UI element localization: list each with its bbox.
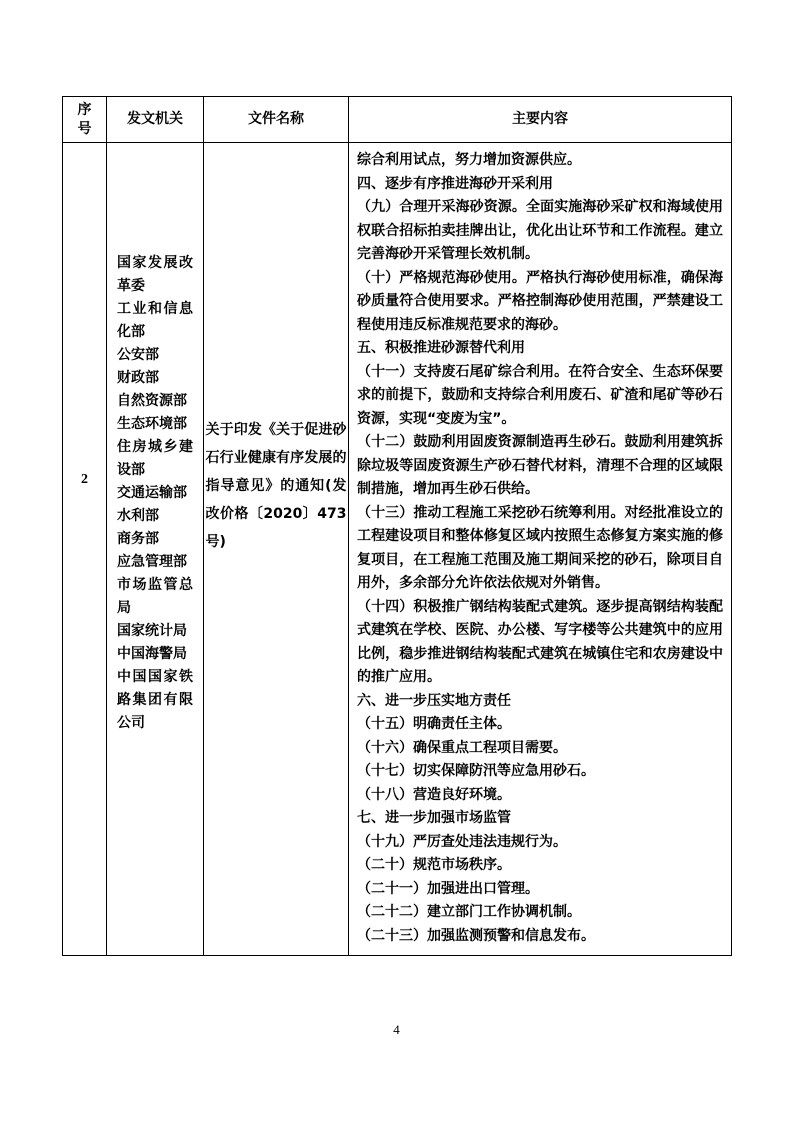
content-paragraph: （十九）严厉查处违法违规行为。 xyxy=(357,833,567,850)
table-header-row xyxy=(63,97,731,143)
seq-cell xyxy=(63,143,106,955)
agency-name: 住房城乡建设部 xyxy=(117,438,193,478)
agency-name: 财政部 xyxy=(117,369,159,386)
agency-name: 国家发展改革委 xyxy=(117,254,193,294)
content-paragraph: （十四）积极推广钢结构装配式建筑。逐步提高钢结构装配式建筑在学校、医院、办公楼、写字楼等公共建筑中的应用比例，稳步推进钢结构装配式建筑在城镇住宅和农房建设中的推广应用。 xyxy=(357,598,723,685)
agency-name: 水利部 xyxy=(117,507,159,524)
doc-name-text: 关于印发《关于促进砂石行业健康有序发展的指导意见》的通知(发改价格〔2020〕473号) xyxy=(205,422,347,550)
content-cell xyxy=(348,143,731,955)
header-cell-agency xyxy=(106,97,203,142)
header-cell-doc-name xyxy=(203,97,348,142)
content-paragraph: （十二）鼓励利用固废资源制造再生砂石。鼓励利用建筑拆除垃圾等固废资源生产砂石替代材料，清理不合理的区域限制措施，增加再生砂石供给。 xyxy=(357,434,723,497)
page-number: 4 xyxy=(393,1022,400,1037)
header-cell-content xyxy=(348,97,731,142)
agency-name: 工业和信息化部 xyxy=(117,300,193,340)
agency-name: 生态环境部 xyxy=(117,415,187,432)
content-paragraph: （十三）推动工程施工采挖砂石统筹利用。对经批准设立的工程建设项目和整体修复区域内按照生态修复方案实施的修复项目，在工程施工范围及施工期间采挖的砂石，除项目自用外，多余部分允许依法依规对外销售。 xyxy=(357,504,723,591)
content-paragraph: 七、进一步加强市场监管 xyxy=(357,810,511,826)
content-paragraph: （十六）确保重点工程项目需要。 xyxy=(357,739,567,756)
content-paragraph: （二十）规范市场秩序。 xyxy=(357,857,511,873)
agency-name: 国家统计局 xyxy=(117,622,187,639)
agency-name: 中国海警局 xyxy=(117,645,187,662)
content-paragraph: （二十一）加强进出口管理。 xyxy=(357,880,539,897)
agency-cell xyxy=(106,143,203,955)
content-paragraph: （九）合理开采海砂资源。全面实施海砂采矿权和海域使用权联合招标拍卖挂牌出让，优化出让环节和工作流程。建立完善海砂开采管理长效机制。 xyxy=(357,199,723,262)
agency-name: 商务部 xyxy=(117,530,159,547)
content-paragraph: （二十三）加强监测预警和信息发布。 xyxy=(357,927,595,944)
content-paragraph: 综合利用试点，努力增加资源供应。 xyxy=(357,152,581,168)
content-paragraph: 六、进一步压实地方责任 xyxy=(357,692,511,709)
header-cell-seq xyxy=(63,97,106,142)
agency-list xyxy=(117,252,193,735)
content-paragraph: （十）严格规范海砂使用。严格执行海砂使用标准，确保海砂质量符合使用要求。严格控制海砂使用范围，严禁建设工程使用违反标准规范要求的海砂。 xyxy=(357,269,723,333)
policy-document-table xyxy=(62,96,732,956)
content-paragraph: （十一）支持废石尾矿综合利用。在符合安全、生态环保要求的前提下，鼓励和支持综合利用废石、矿渣和尾矿等砂石资源，实现“变废为宝”。 xyxy=(357,363,723,427)
seq-number: 2 xyxy=(81,472,88,487)
agency-name: 自然资源部 xyxy=(117,392,187,409)
header-label-doc-name: 文件名称 xyxy=(248,111,304,127)
header-label-agency: 发文机关 xyxy=(127,111,183,127)
content-paragraph: （十八）营造良好环境。 xyxy=(357,786,511,803)
header-label-content: 主要内容 xyxy=(512,111,568,127)
content-paragraph: （十七）切实保障防汛等应急用砂石。 xyxy=(357,763,595,779)
agency-name: 交通运输部 xyxy=(117,484,187,501)
content-paragraph: （二十二）建立部门工作协调机制。 xyxy=(357,904,581,920)
content-paragraph: （十五）明确责任主体。 xyxy=(357,716,511,732)
content-paragraph: 四、逐步有序推进海砂开采利用 xyxy=(357,175,553,192)
content-paragraph: 五、积极推进砂源替代利用 xyxy=(357,340,525,356)
agency-name: 应急管理部 xyxy=(117,553,187,570)
doc-name-cell xyxy=(203,143,348,955)
header-label-seq: 序号 xyxy=(77,101,92,137)
agency-name: 市场监管总局 xyxy=(117,576,193,616)
table-row xyxy=(63,143,731,955)
agency-name: 中国国家铁路集团有限公司 xyxy=(117,668,193,731)
agency-name: 公安部 xyxy=(117,346,159,363)
content-paragraph-list xyxy=(357,149,723,948)
